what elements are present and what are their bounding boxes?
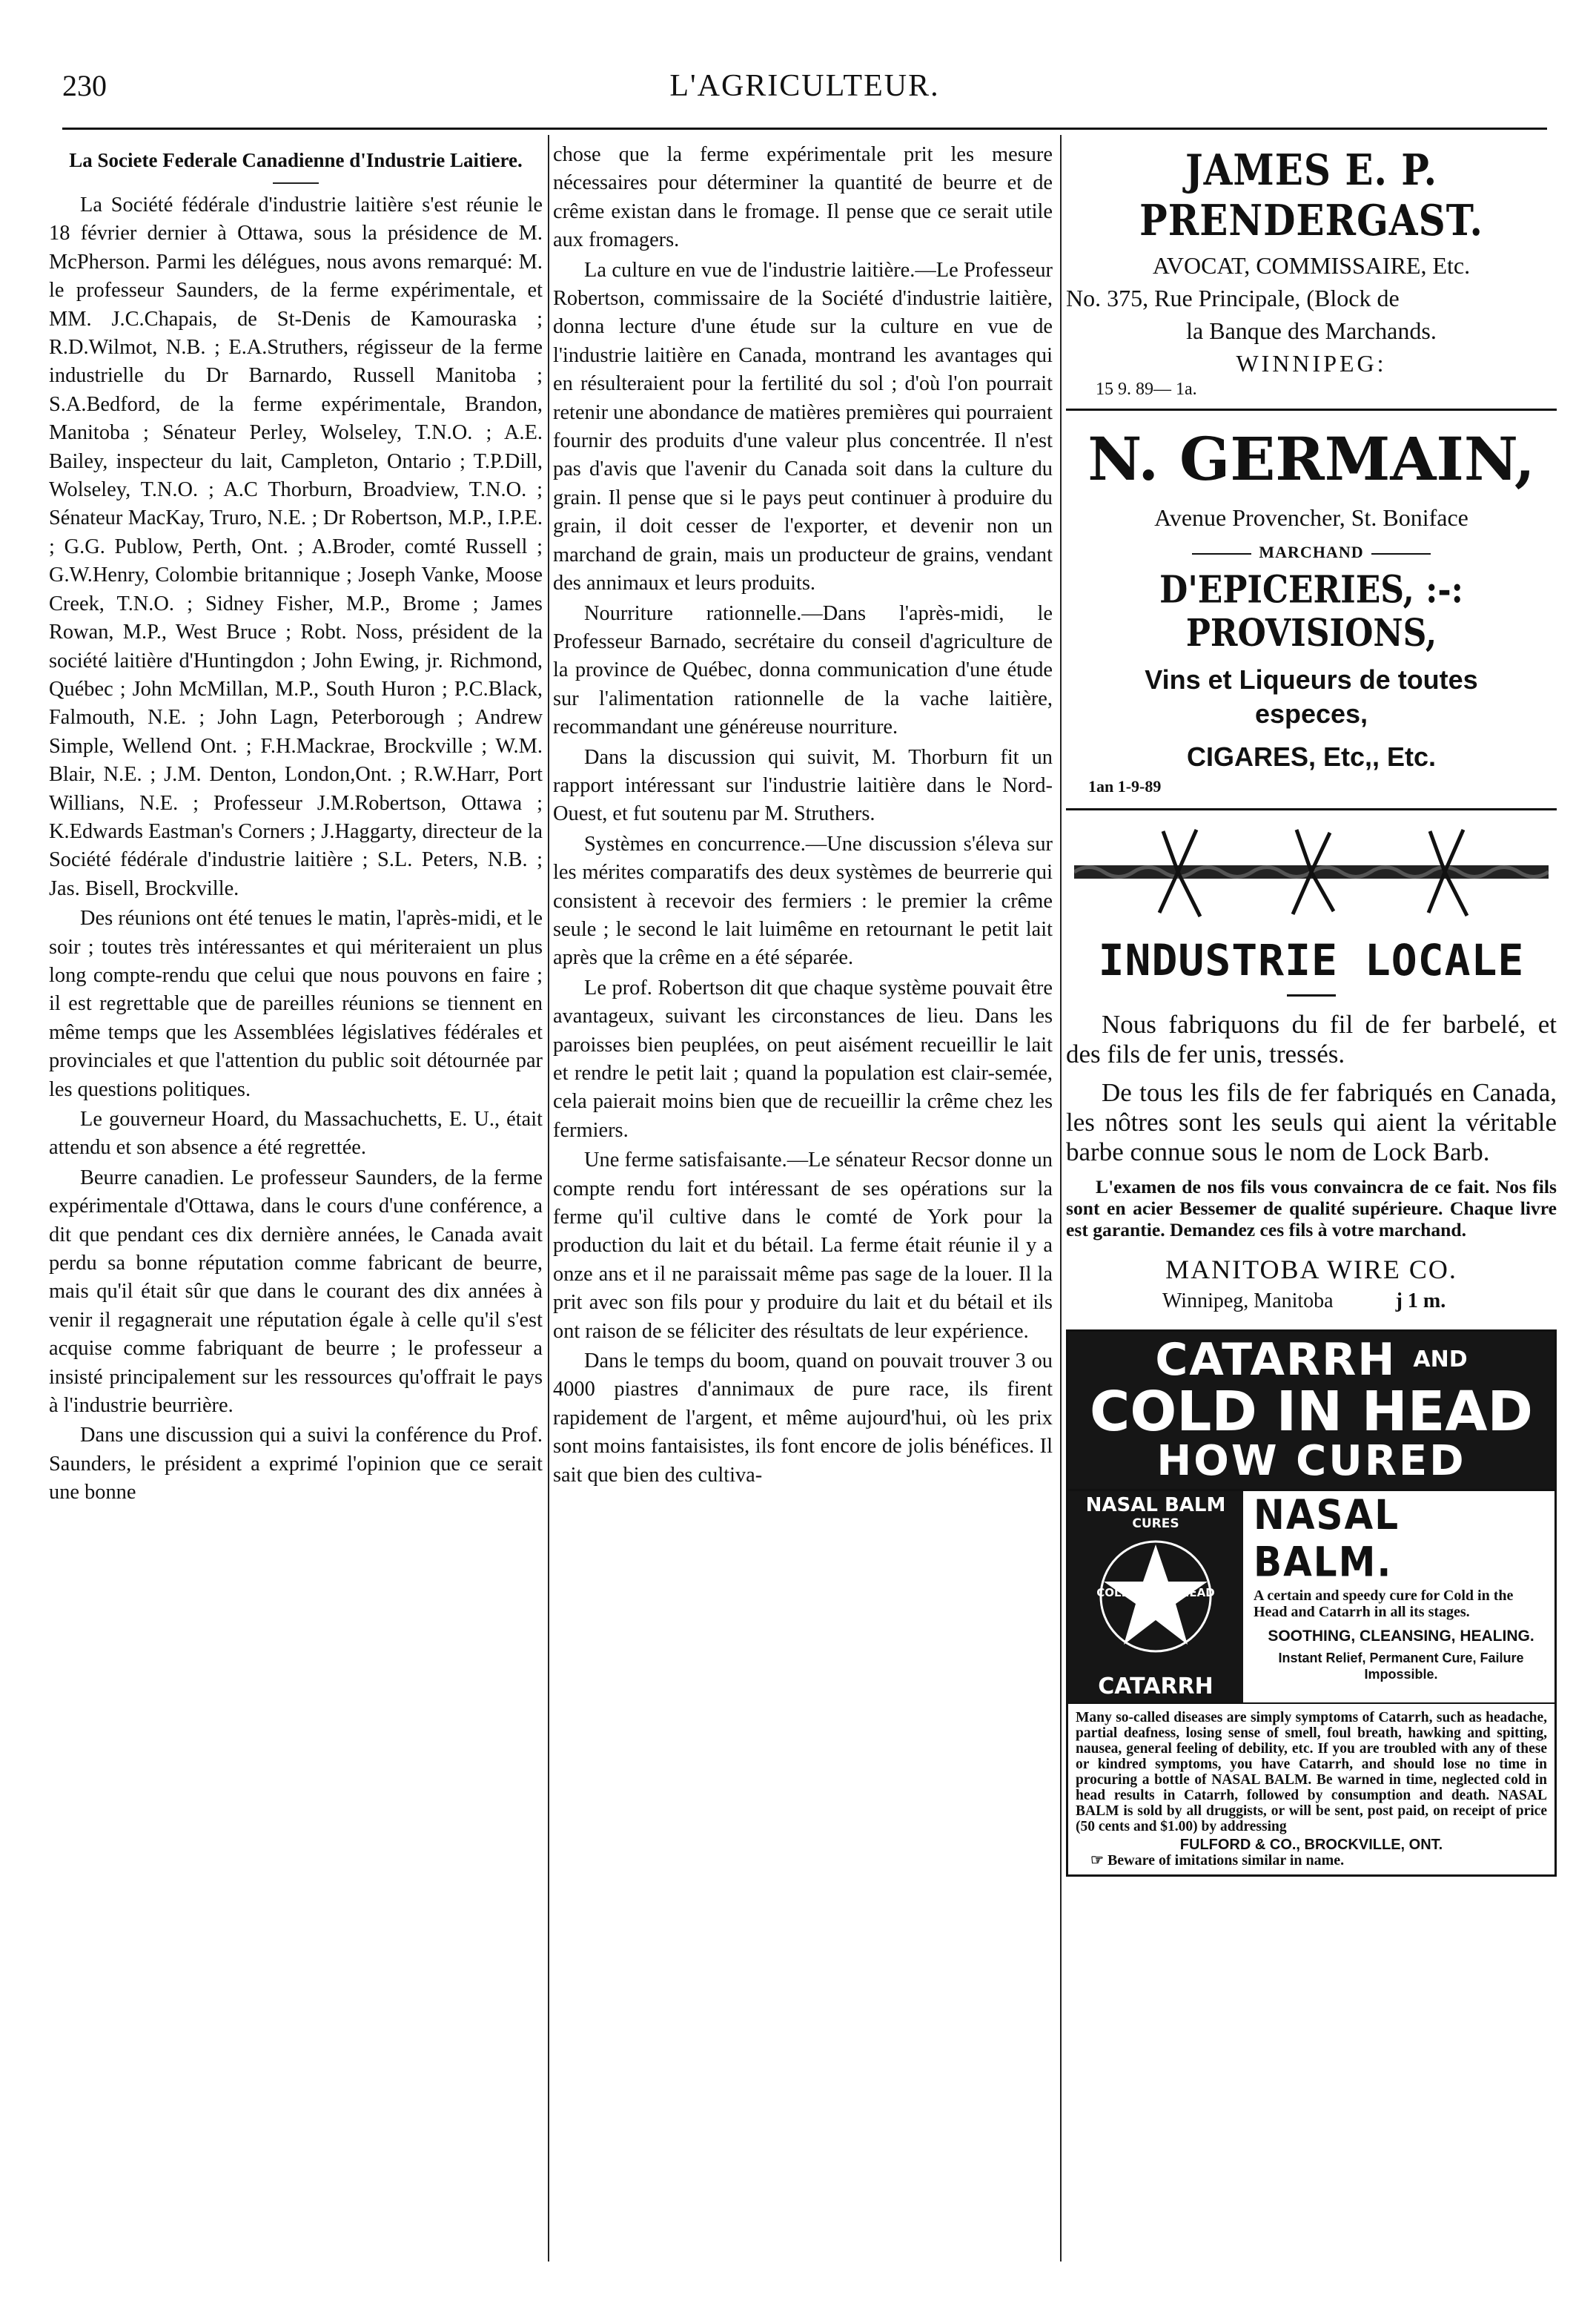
article-paragraph: Beurre canadien. Le professeur Saunders, de la ferme expérimentale d'Ottawa, dans le cours d'une conférence, a dit que pendant ces dix dernière années, le Canada avait perdu sa bonne réputation comme fabricant de beurre, mais qu'il était sûr que dans le courant des dix années à venir il regagnerait une réputation égale à celle qu'il s'est acquise comme fabriquant de beurre ; le professeur a insisté principalement sur les ressources qu'offrait le pays à l'industrie beurrière.	[49, 1166, 543, 1418]
ad-paragraph: Nous fabriquons du fil de fer barbelé, et des fils de fer unis, tressés.	[1066, 1010, 1557, 1068]
ad-line: especes,	[1254, 698, 1368, 729]
article-paragraph: Dans la discussion qui suivit, M. Thorburn fit un rapport intéressant sur l'industrie laitière dans le Nord-Ouest, et fut soutenu par M. Struthers.	[553, 745, 1053, 826]
column-divider	[1060, 135, 1062, 2262]
ad-separator	[1066, 808, 1557, 810]
column-1	[49, 141, 543, 2254]
nasal-balm-logo: NASAL BALM CURES COLD IN THE HEAD CATARRH	[1068, 1491, 1243, 1702]
article-paragraph: chose que la ferme expérimentale prit les mesure nécessaires pour déterminer la quantité de beurre et de crême existan dans le fromage. Il pense que ce serait utile aux fromagers.	[553, 143, 1053, 252]
article-paragraph: Le gouverneur Hoard, du Massachuchetts, E. U., était attendu et son absence a été regrettée.	[49, 1108, 543, 1160]
article-paragraph: Le prof. Robertson dit que chaque système pouvait être avantageux, suivant les circonstances de lieu. Dans les paroisses bien peuplées, on peut aisément recueillir le lait et rendre le petit lait ; quand la population est clair-semée, cela paierait moins bien que de recueillir la crême chez les fermiers.	[553, 976, 1053, 1142]
header-rule	[62, 128, 1547, 130]
article-paragraph: Une ferme satisfaisante.—Le sénateur Recsor donne un compte rendu fort intéressant de ses opérations sur la ferme qu'il cultive dans le comté de York pour la production du lait et du bétail. La ferme était réunie il y a onze ans et il ne paraissait même pas sage de la louer. Il la prit avec son fils pour y produire du lait et du bétail et ils ont raison de se féliciter des résultats de leur expérience.	[553, 1149, 1053, 1343]
article-title: La Societe Federale Canadienne d'Industrie Laitiere.	[69, 149, 523, 171]
journal-title: L'AGRICULTEUR.	[669, 69, 940, 103]
title-rule	[273, 182, 319, 184]
article-paragraph: La Société fédérale d'industrie laitière s'est réunie le 18 février dernier à Ottawa, sous la présidence de M. McPherson. Parmi les délégues, nous avons remarqué: M. le professeur Saunders, de la ferme expérimentale, et MM. J.C.Chapais, de St-Denis de Kamouraska ; R.D.Wilmot, N.B. ; E.A.Struthers, régisseur de la ferme industrielle du Dr Barnardo, Russell Manitoba ; S.A.Bedford, de la ferme expérimentale, Brandon, Manitoba ; Sénateur Perley, Wolseley, T.N.O. ; A.E. Bailey, inspecteur du lait, Campleton, Ontario ; T.P.Dill, Wolseley, T.N.O. ; A.C Thorburn, Broadview, T.N.O. ; Sénateur MacKay, Truro, N.E. ; Dr Robertson, M.P., I.P.E. ; G.G. Publow, Perth, Ont. ; A.Broder, comté Russell ; G.W.Henry, Colombie britannique ; Joseph Vanke, Moose Creek, T.N.O. ; Sidney Fisher, M.P., Brome ; James Rowan, M.P., West Bruce ; Robt. Noss, président de la société laitière d'Huntingdon ; John Ewing, jr. Richmond, Québec ; John McMillan, M.P., South Huron ; P.C.Black, Falmouth, N.E. ; John Lagn, Peterborough ; Andrew Simple, Wellend Ont. ; F.H.Mackrae, Brockville ; W.M. Blair, N.E. ; J.M. Denton, London,Ont. ; R.W.Harr, Port Willians, N.E. ; Professeur J.M.Robertson, Ottawa ; K.Edwards Eastman's Corners ; J.Haggarty, directeur de la Société fédérale d'industrie laitière ; S.L. Peters, N.B. ; Jas. Bisell, Brockville.	[49, 194, 543, 900]
nasal-balm-ad	[1066, 1329, 1557, 1877]
ad-line: No. 375, Rue Principale, (Block de	[1066, 285, 1400, 311]
article-paragraph: Systèmes en concurrence.—Une discussion s'éleva sur les mérites comparatifs des deux systèmes de beurrerie qui consistent à recevoir des fermiers : le premier la crême seule ; le second le lait luimême en retournant le petit lait après que la crême en a été séparée.	[553, 832, 1053, 970]
ad-body-text: Many so-called diseases are simply symptoms of Catarrh, such as headache, partial deafness, losing sense of smell, foul breath, hawking and spitting, nausea, general feeling of debility, etc. If you are troubled with any of these or kindred symptoms, you have Catarrh, and should lose no time in procuring a bottle of NASAL BALM. Be warned in time, neglected cold in head results in Catarrh, followed by consumption and death. NASAL BALM is sold by all druggists, or will be sent, post paid, on receipt of price (50 cents and $1.00) by addressing FULFORD & CO., BROCKVILLE, ONT. ☞ Beware of imitations similar in name.	[1068, 1702, 1554, 1874]
ad-line: Vins et Liqueurs de toutes	[1145, 664, 1478, 695]
nasal-balm-middle	[1068, 1489, 1554, 1702]
page-number: 230	[62, 69, 107, 102]
ad-line: la Banque des Marchands.	[1186, 317, 1437, 344]
article-paragraph: Dans une discussion qui a suivi la conférence du Prof. Saunders, le président a exprimé l'opinion que ce serait une bonne	[49, 1424, 543, 1504]
product-name: NASAL BALM.	[1254, 1491, 1400, 1586]
germain-ad	[1066, 424, 1557, 796]
ad-paragraph: L'examen de nos fils vous convaincra de ce fait. Nos fils sont en acier Bessemer de qualité supérieure. Chaque livre est garantie. Demandez ces fils à votre marchand.	[1066, 1176, 1557, 1240]
product-guarantee: Instant Relief, Permanent Cure, Failure Impossible.	[1278, 1651, 1524, 1682]
article-paragraph: La culture en vue de l'industrie laitière.—Le Professeur Robertson, commissaire de la Société d'industrie laitière, donna lecture d'une étude sur la culture en vue de l'industrie laitière en Canada, montrand les avantages qui en résulteraient pour la fertilité du sol ; d'où l'on pourrait retenir une abondance de matières premières qui pourraient fournir des produits d'une valeur plus concentrée. Il n'est pas d'avis que l'avenir du Canada soit dans la culture du grain. Il pense que si le pays peut continuer à produire du grain, il doit cesser de l'exporter, et devenir non un marchand de grain, mais un producteur de grains, vendant des annimaux et leurs produits.	[553, 258, 1053, 595]
page-header	[62, 68, 1547, 113]
ad-trade: D'EPICERIES, :-: PROVISIONS,	[1159, 568, 1463, 655]
ad-separator	[1066, 409, 1557, 411]
ad-address: Avenue Provencher, St. Boniface	[1154, 504, 1468, 531]
ad-paragraph: De tous les fils de fer fabriqués en Canada, les nôtres sont les seuls qui aient la véritable barbe connue sous le nom de Lock Barb.	[1066, 1078, 1557, 1166]
column-2	[553, 141, 1053, 2254]
column-divider	[548, 135, 549, 2262]
ad-reference: 1an 1-9-89	[1088, 777, 1162, 796]
article-paragraph: Des réunions ont été tenues le matin, l'après-midi, et le soir ; toutes très intéressantes et qui mériteraient un plus long compte-rendu que celui que nous pouvons en faire ; il est regrettable que de pareilles réunions se tiennent en même temps que les Assemblées législatives fédérales et provinciales et que l'attention du public soit détournée par les questions politiques.	[49, 907, 543, 1101]
ad-name: JAMES E. P. PRENDERGAST.	[1139, 145, 1483, 245]
ad-name: N. GERMAIN,	[1087, 424, 1535, 494]
catarrh-banner: CATARRH $^{AND}$ COLD IN HEAD HOW CURED	[1068, 1332, 1554, 1489]
ad-line: AVOCAT, COMMISSAIRE, Etc.	[1152, 252, 1471, 279]
product-description: A certain and speedy cure for Cold in the Head and Catarrh in all its stages.	[1254, 1588, 1514, 1620]
ad-reference: 15 9. 89— 1a.	[1096, 380, 1197, 399]
company-location: Winnipeg, Manitoba j 1 m.	[1162, 1289, 1446, 1312]
ad-line: CIGARES, Etc,, Etc.	[1186, 741, 1437, 772]
advertisements-column	[1066, 141, 1557, 2254]
article-paragraph: Dans le temps du boom, quand on pouvait trouver 3 ou 4000 piastres d'annimaux de pure race, ils firent rapidement de l'argent, et même aujourd'hui, où les prix sont moins fantaisistes, ils font encore de jolis bénéfices. Il sait que bien des cultiva-	[553, 1349, 1053, 1487]
heading-rule	[1287, 994, 1336, 997]
article-paragraph: Nourriture rationnelle.—Dans l'après-midi, le Professeur Barnado, secrétaire du conseil d'agriculture de la province de Québec, donna communication d'une étude sur l'alimentation rationnelle de la vache laitière, recommandant une généreuse nourriture.	[553, 601, 1053, 739]
company-name: MANITOBA WIRE CO.	[1165, 1255, 1457, 1284]
ad-warning: ☞ Beware of imitations similar in name.	[1090, 1852, 1345, 1869]
ad-address: FULFORD & CO., BROCKVILLE, ONT.	[1179, 1837, 1443, 1853]
product-claims: SOOTHING, CLEANSING, HEALING.	[1268, 1628, 1534, 1645]
ad-heading: INDUSTRIE LOCALE	[1098, 935, 1525, 985]
ad-trade-label: MARCHAND	[1066, 543, 1557, 562]
prendergast-ad	[1066, 145, 1557, 400]
ad-line: WINNIPEG:	[1236, 350, 1387, 377]
barbed-wire-illustration	[1074, 824, 1549, 920]
manitoba-wire-ad	[1066, 824, 1557, 1313]
